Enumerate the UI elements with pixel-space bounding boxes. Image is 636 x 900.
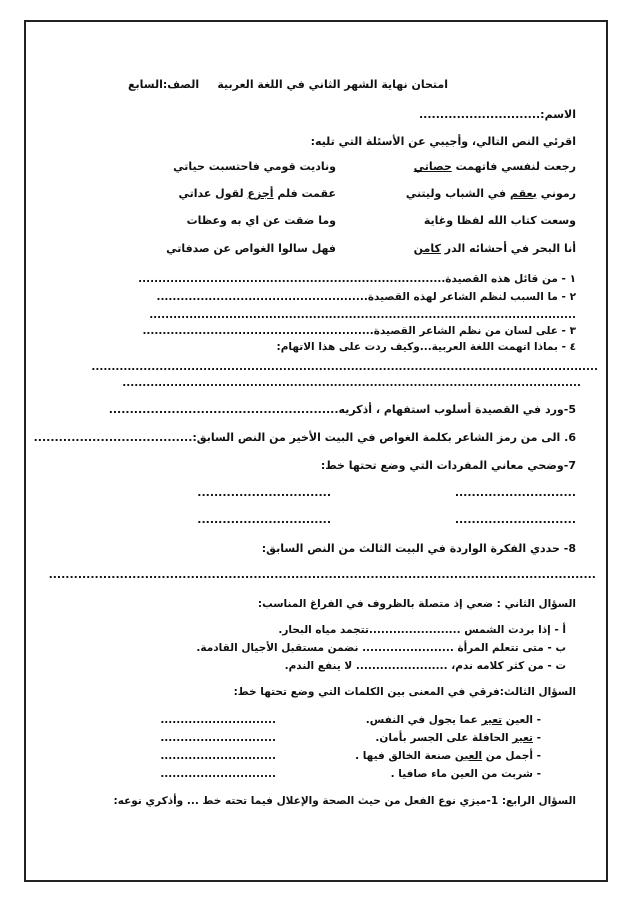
section-3-sentence [366,713,541,727]
poem-hemistich-left [166,242,336,256]
poem-text: وناديت قومي فاحتسبت حياتي [173,160,336,173]
exam-title: امتحان نهاية الشهر الثاني في اللغة العربية [217,78,448,91]
question-3: ٣ - على لسان من نظم الشاعر القصيدة.......................................................... [142,325,576,337]
poem-text: عقمت فلم [273,187,336,200]
name-field[interactable]: الاسم:............................. [419,108,576,121]
vocab-answer-4[interactable]: ................................ [197,513,331,526]
poem-underlined-word: حصاتي [413,160,452,173]
section-3-title: السؤال الثالث:فرقي في المعنى بين الكلمات التي وضع تحتها خط: [233,686,576,698]
poem-underlined-word: كامن [413,242,441,255]
section-3-answer-line[interactable]: ............................. [160,750,276,762]
underlined-word: تعير [512,732,533,744]
section-2-item-b: ب - متى تتعلم المرأة ....................... نضمن مستقبل الأجيال القادمة. [196,642,566,654]
poem-text: رجعت لنفسي فاتهمت [451,160,576,173]
poem-hemistich-right [406,187,576,201]
section-2-title: السؤال الثاني : ضعي إذ متصلة بالظروف في الفراغ المناسب: [257,598,576,610]
question-5: 5-ورد في القصيدة أسلوب استفهام ، أذكريه....................................................... [108,403,576,416]
question-4: ٤ - بماذا اتهمت اللغة العربية...وكيف ردت على هذا الاتهام: [276,341,576,353]
vocab-answer-3[interactable]: ............................. [454,513,576,526]
poem-hemistich-left [173,160,336,174]
poem-hemistich-right [414,160,576,174]
question-1: ١ - من قائل هذه القصيدة............................................................................. [138,273,576,285]
section-3-sentence [355,749,541,763]
poem-hemistich-right [424,214,576,228]
section-3-answer-line[interactable]: ............................. [160,768,276,780]
sentence-text: - العين [502,714,541,726]
section-3-sentence [375,731,541,745]
poem-hemistich-left [187,214,336,228]
underlined-word: العين [454,750,483,762]
question-7: 7-وضحي معاني المفردات التي وضع تحتها خط: [320,459,576,472]
sentence-text: عما يجول في النفس. [365,714,482,726]
vocab-answer-2[interactable]: ................................ [197,486,331,499]
question-2-answer-line[interactable]: ........................................................................................................... [149,309,576,321]
section-2-item-c: ت - من كثر كلامه ندم، ....................... لا ينفع الندم. [284,660,566,672]
sentence-text: صنعة الخالق فيها . [355,750,455,762]
section-3-answer-line[interactable]: ............................. [160,714,276,726]
question-4-answer-line-1[interactable]: ............................................................................................................................... [91,361,598,373]
section-2-item-a: أ - إذا بردت الشمس .......................تتجمد مياه البحار. [278,624,566,636]
sentence-text: - شربت من العين ماء صافيا . [390,768,541,780]
question-8: 8- حددي الفكرة الواردة في البيت الثالث من النص السابق: [261,542,576,555]
poem-text: لقول عداتي [178,187,248,200]
poem-text: وما ضقت عن اي به وعظات [186,214,336,227]
question-4-answer-line-2[interactable]: ................................................................................................................... [122,377,581,389]
section-3-answer-line[interactable]: ............................. [160,732,276,744]
question-6: 6. الى من رمز الشاعر بكلمة الغواص في البيت الأخير من النص السابق:...................................... [33,431,576,444]
sentence-text: - أجمل من [482,750,541,762]
poem-hemistich-left [178,187,336,201]
reading-instruction: اقرئي النص التالي، وأجيبي عن الأسئلة التي تليه: [310,135,576,148]
poem-underlined-word: أجزع [247,187,274,200]
question-2: ٢ - ما السبب لنظم الشاعر لهذه القصيدة..................................................... [156,291,576,303]
grade-label: الصف:السابع [128,78,200,91]
poem-text: فهل سالوا الغواص عن صدفاتي [166,242,336,255]
sentence-text: - [532,732,541,744]
section-4-title: السؤال الرابع: 1-ميزي نوع الفعل من حيث الصحة والإعلال فيما تحته خط ... وأذكري نوعه: [113,795,576,807]
poem-text: وسعت كتاب الله لفظا وغاية [423,214,576,227]
vocab-answer-1[interactable]: ............................. [454,486,576,499]
poem-text: رموني [536,187,576,200]
poem-hemistich-right [414,242,576,256]
poem-underlined-word: بعقم [509,187,537,200]
poem-text: أنا البحر في أحشائه الدر [440,242,576,255]
sentence-text: الحافلة على الجسر بأمان. [375,732,513,744]
section-3-sentence [391,767,541,781]
question-8-answer-line[interactable]: ................................................................................................................................... [48,568,596,581]
underlined-word: تعير [481,714,503,726]
poem-text: في الشباب وليتني [405,187,510,200]
